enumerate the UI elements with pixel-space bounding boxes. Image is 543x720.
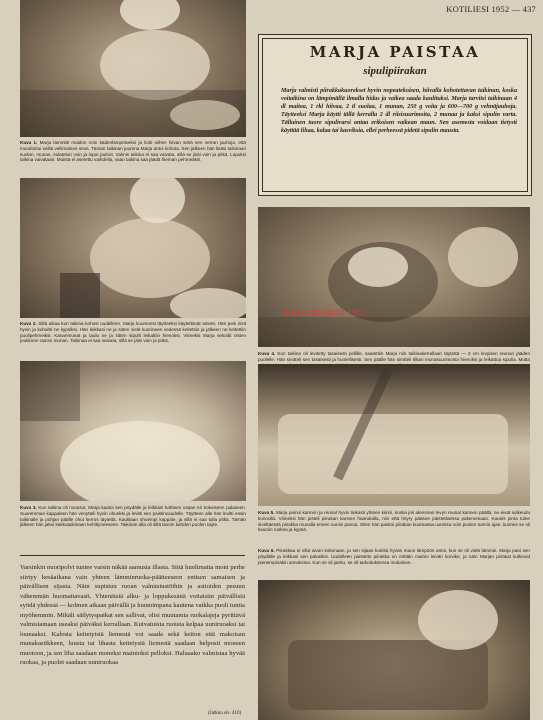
caption-kuva-5: Kuva 5. Marja painoi kannen ja reunat hyvin tiukasti yhteen kiinni, koska jos alemman levyn reunat kannen päällä, ne eivät sulkeudu kunnolla. Viimeksi hän pisteli piirakan kannen haarukalla, niin että höyry pääsee paistettaessa pakenemaan. Kaunis pinta tulee siveltäessä piirakka munalla ennen uuniin panoa. Siten hän paistoi piirakan kuumassa uunissa noin puolen tunnin ajan, kunnes se oli kauniin ruskea ja kypsä. [258,510,530,533]
feature-intro: Marja valmisti piirakkakuorekset hyvin nopeatekoisen, hiivalla kohotettavan taikinan, koska voitaikina on lämpimällä ilmalla hidas ja vaikea saada kaulituksi. Marja tarvitsi taikinaan 4 dl maitoa, 1 rkl hiivaa, 2 tl suolaa, 1 munan, 250 g voita ja 600—700 g vehnäjauhoja. Täytteeksi Marja käytti tällä kerralla 2 dl riisisuurimoita, 2 munaa ja kaksi sipulin varta. Tällainen tuore sipulivarsi antaa erikoisen vaikean maun. Sen asemesta voidaan tietysti käyttää lihaa, kalaa tai kasviksia, ellei perheessä pidetä sipulin mausta. [281,88,517,135]
caption-kuva-6: Kuva 6. Piirakkaa ei ollut aivan kokonaan, ja sen sijaan kuinka hyvän maun lämpöön antoi, kun se oli vielä lämmin. Marja pani sen pöydälle ja leikkasi sen palasiksi. Uudelleen paistettu piirakka on erittäin mainio leivän korvike, ja näin Marjan piirakat kulkevat pienempinäkin annoksina. Kun se oli jaettu, se oli tarkoituksensa mukainen. [258,548,530,565]
caption-kuva-3: Kuva 3. Kun taikina oli noussut, Marja kaatoi sen pöydälle ja leikkasi kahteen osaan eri kokoiseen palaseen. Suuremman kappaleen hän venytteli hyvin ohueksi ja levitti sen paistinvaudelle. Täytteen alle hän levitti ensin taikinalle ja pohjan päälle ohut kerros täytettä. Kaulitaan ohuempi kappale, ja sillä ei saa tulla pitkä. Tämän jälkeen hän jakoi kakkutaikinaan kehittyneeseen. Taikinan alla oli sillä tavoin kahden puolen täyte. [20,505,246,528]
watermark-text: antikvariaatti.net [282,307,364,318]
photo-kuva-4 [258,207,530,347]
page-header: KOTILIESI 1952 — 437 [446,4,536,14]
photo-kuva-1 [20,0,246,137]
photo-kuva-2 [20,178,246,318]
continued-note: (Jatkuu siv. 410) [208,711,242,716]
article-body: Varsinkin nuoripolvi tuntee varsin näkää aamusta illasta. Siitä huolimatta moni perhe siirtyy kesäaikana vain yhteen lämminruoka-päätteeseen entisen samaisen ja päivällisen sijasta. Näin supistuu ruoan valmistustöihin ja astioiden pesuun vähemmän huomattavasti. Yhtenäisiä alku- ja loppukesänä voitaisiin päivällistä syödä yhdessä — kolmen aikaan päivällä ja kuumimpana kautena vaikka puoli tuntia myöhemmin. Mikäli säilytyspaikat sen sallivat, olisi muutamia ruokalajeja pyrittävä valmistamaan useaksi päiväksi kerrallaan. Kuivatuista ruoista kelpaa uuniruoaksi tai lounaaksi. Kalosta keitetyistä liemestä voi saada sekä keiton että makoisan munakastikkeen, luusta tai lihasta keitetystä liemestä saadaan helposti moneen muotoon, ja sen liha saadaan moneksi mainioksi pelloksi. Haluaako valmistaa hyvää ruokaa, ja puolet saadaan uuniruokaa [20,564,245,666]
photo-kuva-5 [258,364,530,506]
caption-kuva-4: Kuva 4. Kun taikina oli levitetty tasaisesti pellille, saatettiin Marja niin taikinakerrallaan täytettä — 2 cm levyisen reunan jääden puolelle. Hän sirotteli sen tasaisesti ja huolellisesti. Sen päälle hän sirotteli tilkan munasuurimosta hienoksi ja leikattua sipulia. Mutta [258,351,530,362]
article-divider [20,555,245,556]
caption-kuva-1: Kuva 1. Marja lämmitti maidon noin kädenlämpöiseksi ja liotti siihen hiivan sekä sen verran jauhoja, että muodostui velliä vellimäinen seos. Tämän taikinan juurena Marja antoi kohota. Sen jälkeen hän lisäsi taikinaan suolan, munan, sulatetun voin ja loput jauhot. Valmis taikina ei saa vaivata, sillä se jäisi voin ja pitkä. Lopuksi taikina vaivataan. Muista ei asetettu vaihdella, vaan taikina saa jäädä hieman pehmeäksi. [20,140,246,163]
page-number: 437 [522,4,536,14]
photo-kuva-6 [258,580,530,720]
magazine-name: KOTILIESI 1952 [446,4,510,14]
feature-subtitle: sipulipiirakan [363,65,427,77]
feature-title-box [258,34,532,196]
caption-kuva-2: Kuva 2. Sillä aikaa kun taikina kohosi uudelleen, Marja kuumensi täytteeksi käytettävät aineet. Hän pesi riisit hyvin ja kuhahti ne kypsiksi. Hän leikkasi ne ja sitten vielä kuorineen vedessä keitettiin ja jälkeen ne keitettiin puolipehmeiksi. Kananmunat ja taulu ne ja sitten sipulit leikattiin hienoksi. Viimeksi Marja sekoitti riisien joukkoon raa'an munan. Taikinaa ei saa vaivata, sillä se jäisi voin ja pitkä. [20,321,246,344]
feature-title: MARJA PAISTAA [309,43,481,61]
photo-kuva-3 [20,361,246,501]
